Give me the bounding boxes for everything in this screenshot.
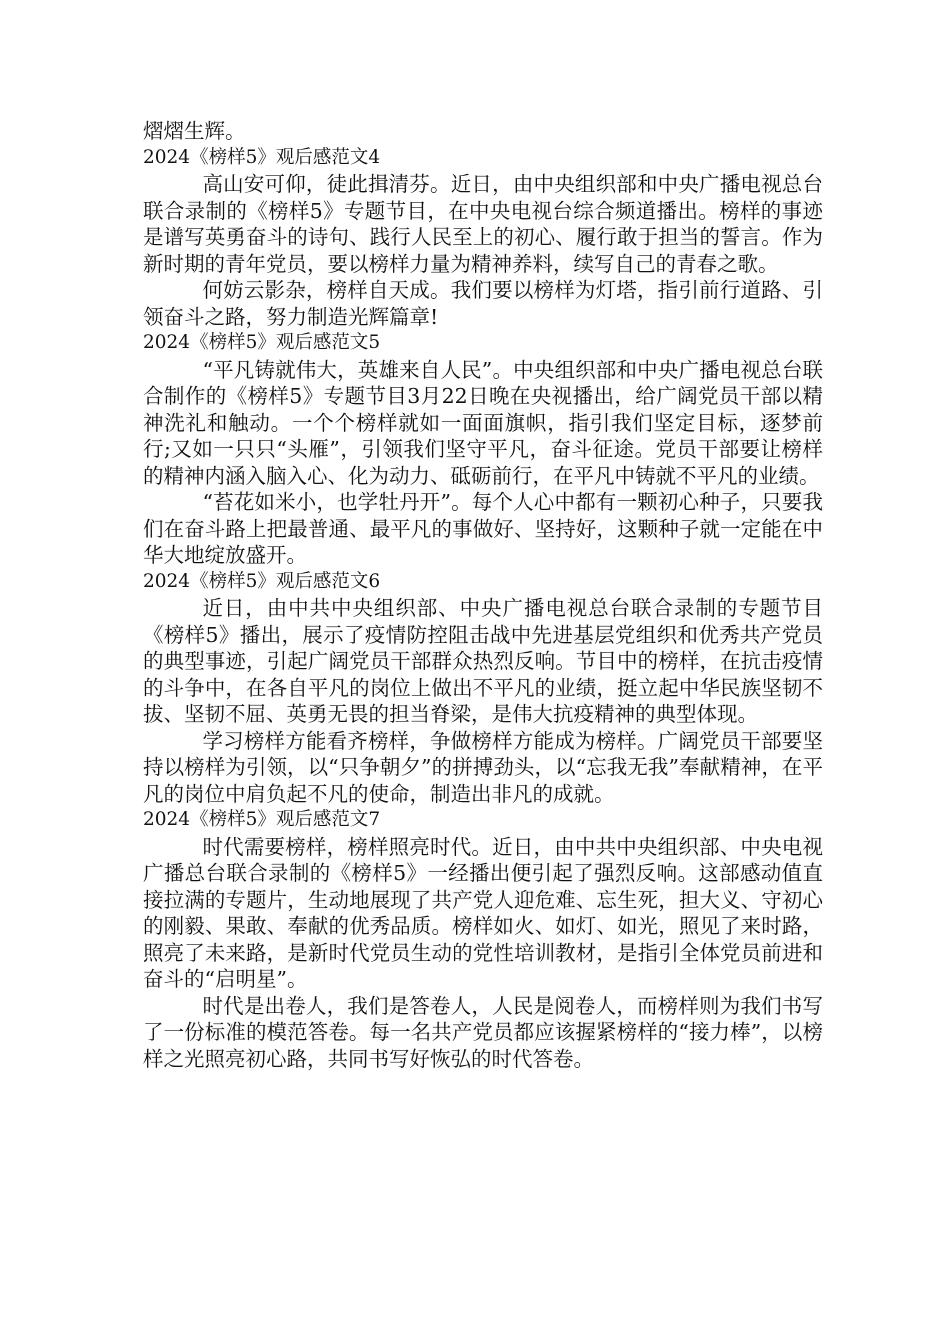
section-heading-5: 2024《榜样5》观后感范文5	[143, 332, 381, 353]
section-4-paragraph-1: 高山安可仰，徒此揖清芬。近日，由中央组织部和中央广播电视总台联合录制的《榜样5》专题节目，在中央电视台综合频道播出。榜样的事迹是谱写英勇奋斗的诗句、践行人民至上的初心、履行敢于担当的誓言。作为新时期的青年党员，要以榜样力量为精神养料，续写自己的青春之歌。	[143, 172, 823, 276]
section-7-paragraph-1: 时代需要榜样，榜样照亮时代。近日，由中共中央组织部、中央电视广播总台联合录制的《榜样5》一经播出便引起了强烈反响。这部感动值直接拉满的专题片，生动地展现了共产党人迎危难、忘生死，担大义、守初心的刚毅、果敢、奉献的优秀品质。榜样如火、如灯、如光，照见了来时路，照亮了未来路，是新时代党员生动的党性培训教材，是指引全体党员前进和奋斗的“启明星”。	[143, 834, 823, 991]
section-heading-7: 2024《榜样5》观后感范文7	[143, 809, 381, 830]
intro-fragment: 熠熠生辉。	[143, 119, 246, 143]
section-6-paragraph-2: 学习榜样方能看齐榜样，争做榜样方能成为榜样。广阔党员干部要坚持以榜样为引领，以“只争朝夕”的拼搏劲头，以“忘我无我”奉献精神，在平凡的岗位中肩负起不凡的使命，制造出非凡的成就。	[143, 728, 823, 806]
section-5-paragraph-2: “苔花如米小，也学牡丹开”。每个人心中都有一颗初心种子，只要我们在奋斗路上把最普通、最平凡的事做好、坚持好，这颗种子就一定能在中华大地绽放盛开。	[143, 490, 823, 567]
document-body	[143, 118, 823, 1072]
section-heading-6: 2024《榜样5》观后感范文6	[143, 570, 381, 592]
section-5-paragraph-1: “平凡铸就伟大，英雄来自人民”。中央组织部和中央广播电视总台联合制作的《榜样5》专题节目3月22日晚在央视播出，给广阔党员干部以精神洗礼和触动。一个个榜样就如一面面旗帜，指引我们坚定目标，逐梦前行;又如一只只“头雁”，引领我们坚守平凡，奋斗征途。党员干部要让榜样的精神内涵入脑入心、化为动力、砥砺前行，在平凡中铸就不平凡的业绩。	[143, 357, 823, 488]
section-6-paragraph-1: 近日，由中共中央组织部、中央广播电视总台联合录制的专题节目《榜样5》播出，展示了疫情防控阻击战中先进基层党组织和优秀共产党员的典型事迹，引起广阔党员干部群众热烈反响。节目中的榜样，在抗击疫情的斗争中，在各自平凡的岗位上做出不平凡的业绩，挺立起中华民族坚韧不拔、坚韧不屈、英勇无畏的担当脊梁，是伟大抗疫精神的典型体现。	[143, 596, 823, 726]
section-4-paragraph-2: 何妨云影杂，榜样自天成。我们要以榜样为灯塔，指引前行道路、引领奋斗之路，努力制造光辉篇章!	[143, 278, 823, 329]
section-7-paragraph-2: 时代是出卷人，我们是答卷人，人民是阅卷人，而榜样则为我们书写了一份标准的模范答卷。每一名共产党员都应该握紧榜样的“接力棒”，以榜样之光照亮初心路，共同书写好恢弘的时代答卷。	[143, 993, 823, 1071]
section-heading-4: 2024《榜样5》观后感范文4	[143, 146, 381, 168]
